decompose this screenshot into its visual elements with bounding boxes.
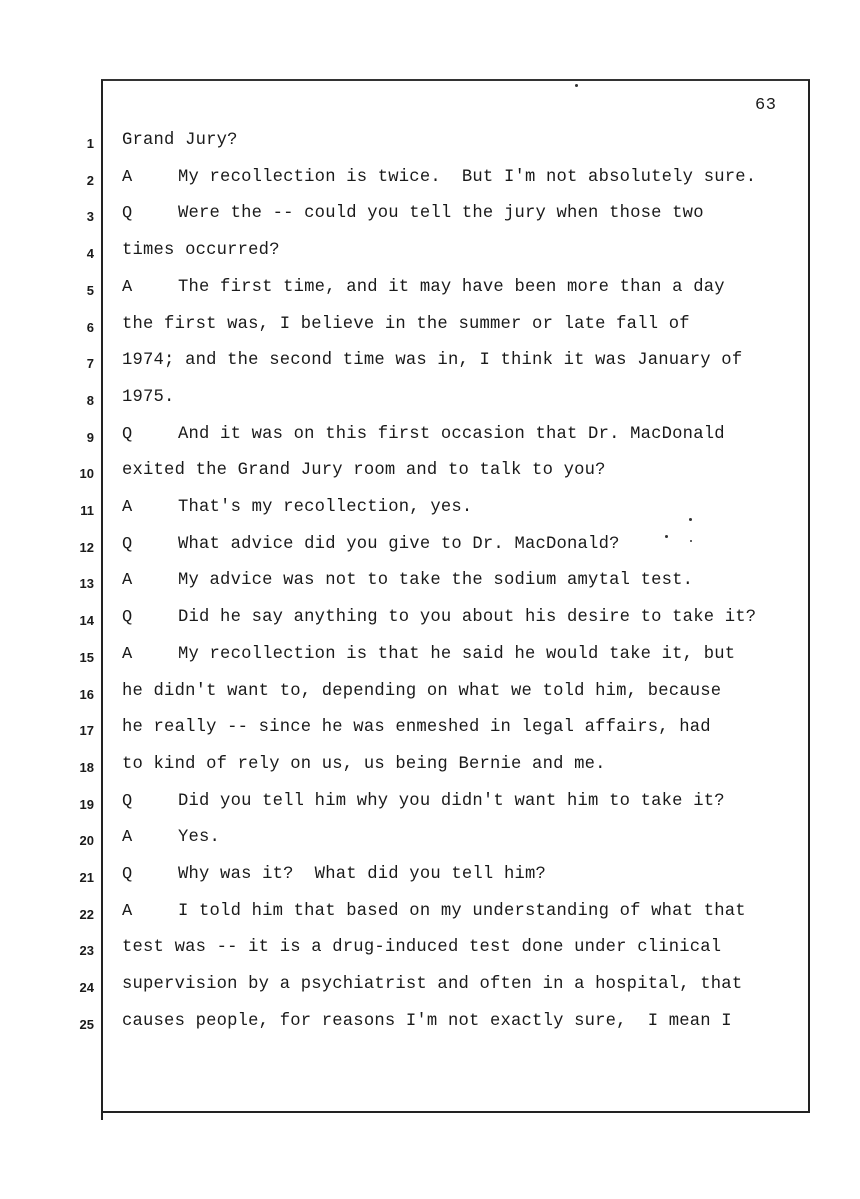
- line-number: 15: [79, 650, 94, 665]
- transcript-line-text: times occurred?: [122, 241, 280, 260]
- transcript-line-text: That's my recollection, yes.: [178, 498, 473, 517]
- transcript-line-text: exited the Grand Jury room and to talk to you?: [122, 461, 606, 480]
- page-number: 63: [755, 96, 777, 115]
- transcript-line-text: My recollection is twice. But I'm not absolutely sure.: [178, 168, 757, 187]
- scan-speck: [575, 84, 578, 87]
- scan-speck: [665, 535, 668, 538]
- line-number: 21: [79, 870, 94, 885]
- scan-speck: [690, 540, 692, 542]
- line-number: 6: [86, 320, 94, 335]
- speaker-label: Q: [122, 608, 133, 627]
- line-number: 24: [79, 980, 94, 995]
- line-number: 19: [79, 797, 94, 812]
- line-number: 22: [79, 907, 94, 922]
- transcript-line-text: 1975.: [122, 388, 175, 407]
- line-number: 2: [86, 173, 94, 188]
- line-number: 17: [79, 723, 94, 738]
- line-number: 14: [79, 613, 94, 628]
- line-number: 5: [86, 283, 94, 298]
- speaker-label: Q: [122, 425, 133, 444]
- transcript-line-text: the first was, I believe in the summer or late fall of: [122, 315, 690, 334]
- transcript-line-text: And it was on this first occasion that Dr. MacDonald: [178, 425, 725, 444]
- line-number: 23: [79, 943, 94, 958]
- transcript-line-text: Did you tell him why you didn't want him to take it?: [178, 792, 725, 811]
- top-rule: [101, 79, 810, 81]
- bottom-rule: [101, 1111, 810, 1113]
- speaker-label: A: [122, 828, 133, 847]
- transcript-line-text: supervision by a psychiatrist and often in a hospital, that: [122, 975, 743, 994]
- transcript-line-text: to kind of rely on us, us being Bernie and me.: [122, 755, 606, 774]
- line-number: 12: [79, 540, 94, 555]
- speaker-label: A: [122, 168, 133, 187]
- speaker-label: A: [122, 645, 133, 664]
- line-number: 20: [79, 833, 94, 848]
- transcript-line-text: The first time, and it may have been more than a day: [178, 278, 725, 297]
- transcript-line-text: Did he say anything to you about his desire to take it?: [178, 608, 757, 627]
- transcript-line-text: he really -- since he was enmeshed in legal affairs, had: [122, 718, 711, 737]
- line-number: 9: [86, 430, 94, 445]
- transcript-line-text: Were the -- could you tell the jury when those two: [178, 204, 704, 223]
- left-margin-rule: [101, 80, 103, 1120]
- transcript-line-text: Yes.: [178, 828, 221, 847]
- speaker-label: Q: [122, 204, 133, 223]
- transcript-line-text: Grand Jury?: [122, 131, 238, 150]
- line-number: 11: [80, 503, 94, 518]
- speaker-label: A: [122, 571, 133, 590]
- line-number: 4: [86, 246, 94, 261]
- transcript-line-text: My advice was not to take the sodium amytal test.: [178, 571, 694, 590]
- line-number: 16: [79, 687, 94, 702]
- speaker-label: A: [122, 498, 133, 517]
- transcript-line-text: What advice did you give to Dr. MacDonald?: [178, 535, 620, 554]
- speaker-label: A: [122, 902, 133, 921]
- line-number: 10: [79, 466, 94, 481]
- line-number: 7: [86, 356, 94, 371]
- transcript-line-text: test was -- it is a drug-induced test done under clinical: [122, 938, 722, 957]
- transcript-line-text: he didn't want to, depending on what we told him, because: [122, 682, 722, 701]
- speaker-label: Q: [122, 865, 133, 884]
- scan-speck: [689, 518, 692, 521]
- transcript-line-text: I told him that based on my understanding of what that: [178, 902, 746, 921]
- line-number: 25: [79, 1017, 94, 1032]
- speaker-label: A: [122, 278, 133, 297]
- line-number: 13: [79, 576, 94, 591]
- transcript-line-text: Why was it? What did you tell him?: [178, 865, 546, 884]
- line-number: 3: [86, 209, 94, 224]
- line-number: 18: [79, 760, 94, 775]
- transcript-line-text: 1974; and the second time was in, I think it was January of: [122, 351, 743, 370]
- line-number: 1: [86, 136, 94, 151]
- speaker-label: Q: [122, 792, 133, 811]
- line-number: 8: [86, 393, 94, 408]
- transcript-line-text: My recollection is that he said he would take it, but: [178, 645, 736, 664]
- transcript-line-text: causes people, for reasons I'm not exactly sure, I mean I: [122, 1012, 732, 1031]
- speaker-label: Q: [122, 535, 133, 554]
- right-margin-rule: [808, 80, 810, 1112]
